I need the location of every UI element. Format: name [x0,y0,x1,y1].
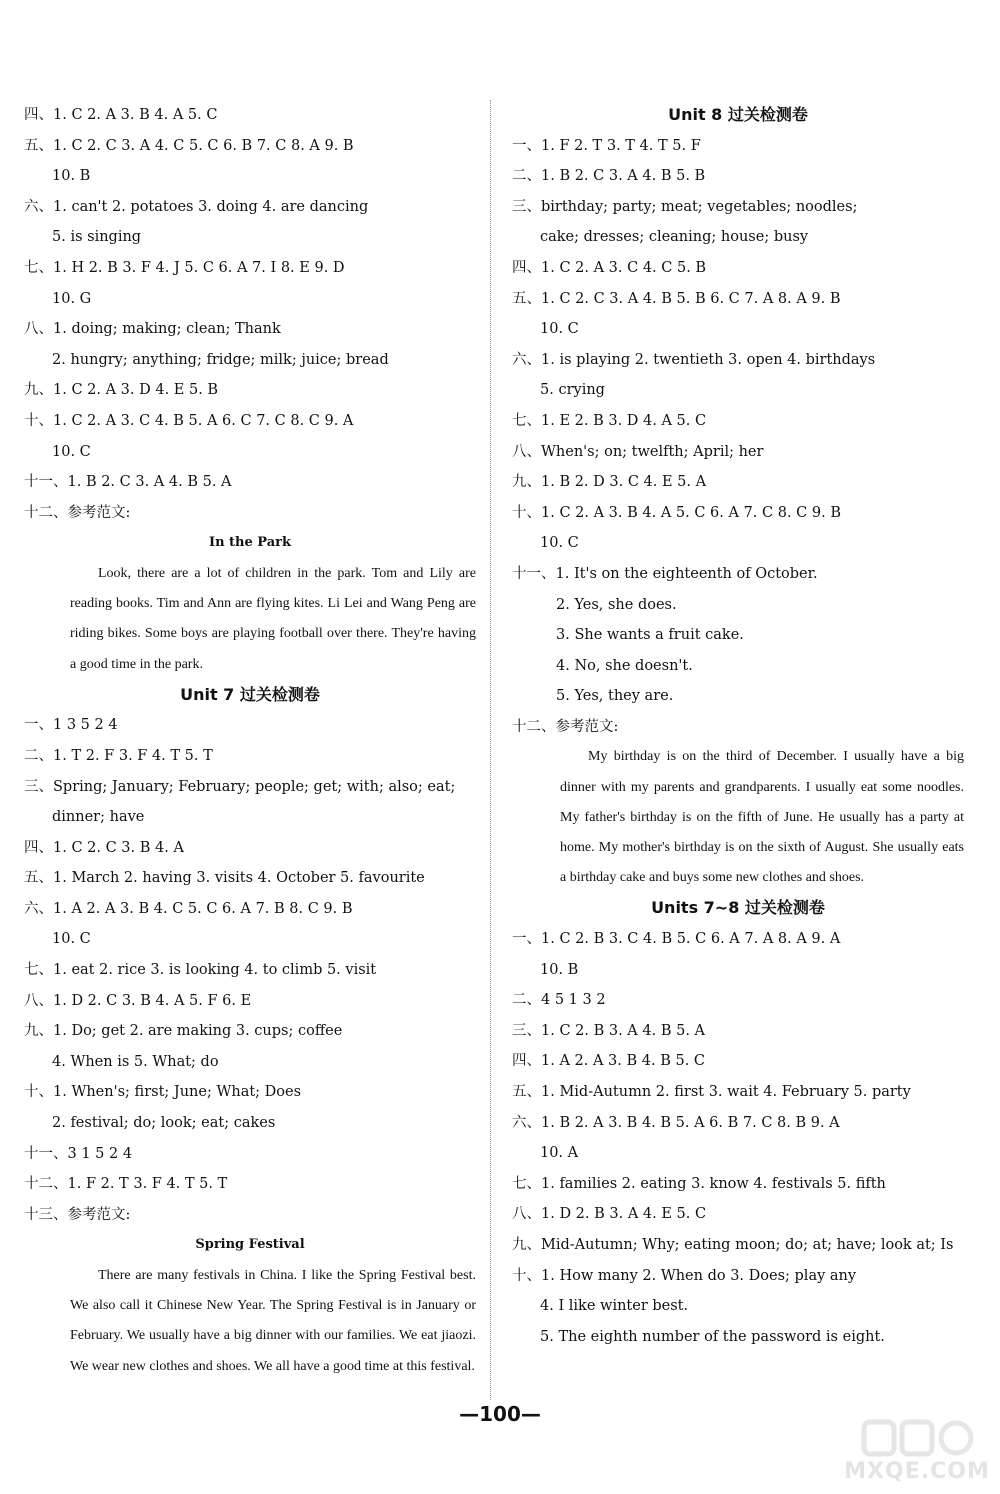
answer-line: 九、1. Do; get 2. are making 3. cups; coffee [24,1023,343,1040]
sample-essay: Look, there are a lot of children in the park. Tom and Lily are reading books. Tim and Ann are flying kites. Li Lei and Wang Peng are riding bikes. Some boys are playing football over there. They're having a good time in the park. [70,565,476,672]
answer-line: 十二、1. F 2. T 3. F 4. T 5. T [24,1176,228,1193]
answer-line: 10. C [540,535,579,552]
answer-line: 三、birthday; party; meat; vegetables; noodles; [512,198,858,215]
answer-line: 5. The eighth number of the password is eight. [540,1328,885,1345]
answer-line: 四、1. C 2. A 3. B 4. A 5. C [24,107,218,123]
answer-line: 3. She wants a fruit cake. [556,627,744,644]
sample-essay: My birthday is on the third of December. I usually have a big dinner with my parents and grandparents. I usually eat some noodles. My father's birthday is on the fifth of June. He usually has a party at home. My mother's birthday is on the sixth of August. She usually eats a birthday cake and buys some new clothes and shoes. [560,749,964,886]
answer-line: 九、1. B 2. D 3. C 4. E 5. A [512,474,707,491]
answer-line: 4. No, she doesn't. [556,657,693,674]
answer-line: cake; dresses; cleaning; house; busy [540,229,809,246]
answer-line: 一、1 3 5 2 4 [24,717,118,734]
answer-line: 10. C [540,321,579,338]
answer-line: 九、1. C 2. A 3. D 4. E 5. B [24,382,219,399]
answer-line: 六、1. can't 2. potatoes 3. doing 4. are dancing [24,198,369,215]
answer-line: 五、1. Mid-Autumn 2. first 3. wait 4. February 5. party [512,1084,911,1101]
answer-line: 四、1. C 2. C 3. B 4. A [24,839,184,856]
answer-line: 十三、参考范文: [24,1206,131,1223]
answer-line: 五、1. C 2. C 3. A 4. B 5. B 6. C 7. A 8. A 9. B [512,290,841,307]
answer-line: 八、When's; on; twelfth; April; her [512,443,764,460]
answer-line: 八、1. doing; making; clean; Thank [24,321,281,338]
answer-line: 十、1. When's; first; June; What; Does [24,1084,302,1101]
answer-line: 五、1. March 2. having 3. visits 4. October 5. favourite [24,870,425,887]
answer-line: 七、1. families 2. eating 3. know 4. festivals 5. fifth [512,1175,886,1192]
answer-line: 4. I like winter best. [540,1298,689,1315]
answer-line: 四、1. C 2. A 3. C 4. C 5. B [512,259,707,276]
answer-line: 一、1. C 2. B 3. C 4. B 5. C 6. A 7. A 8. A 9. A [512,931,841,948]
answer-line: 10. B [52,168,91,185]
watermark-text: MXQE.COM [844,1459,990,1484]
answer-line: 2. festival; do; look; eat; cakes [52,1115,276,1132]
answer-line: 八、1. D 2. C 3. B 4. A 5. F 6. E [24,992,252,1009]
answer-line: 七、1. E 2. B 3. D 4. A 5. C [512,412,707,429]
answer-line: 八、1. D 2. B 3. A 4. E 5. C [512,1206,707,1223]
answer-line: 10. A [540,1145,579,1162]
answer-line: 十二、参考范文: [24,504,131,521]
answer-line: 五、1. C 2. C 3. A 4. C 5. C 6. B 7. C 8. A 9. B [24,137,354,154]
page-number: —100— [459,1402,541,1426]
answer-line: 5. crying [540,382,605,399]
answer-line: 2. hungry; anything; fridge; milk; juice; bread [52,351,389,368]
sample-essay: There are many festivals in China. I like the Spring Festival best. We also call it Chinese New Year. The Spring Festival is in January or February. We usually have a big dinner with our families. We eat jiaozi. We wear new clothes and shoes. We all have a good time at this festival. [70,1268,476,1374]
answer-line: 十二、参考范文: [512,718,619,735]
answer-line: 七、1. H 2. B 3. F 4. J 5. C 6. A 7. I 8. E 9. D [24,259,345,276]
answer-line: 二、1. T 2. F 3. F 4. T 5. T [24,747,213,764]
answer-line: 六、1. B 2. A 3. B 4. B 5. A 6. B 7. C 8. B 9. A [512,1114,840,1131]
answer-line: 六、1. is playing 2. twentieth 3. open 4. birthdays [512,351,876,368]
essay-title: Spring Festival [195,1237,305,1253]
answer-line: 5. Yes, they are. [556,688,674,705]
answer-line: 三、Spring; January; February; people; get; with; also; eat; [24,778,456,795]
answer-line: 二、4 5 1 3 2 [512,992,606,1009]
column-divider [490,100,491,1400]
watermark [842,1418,992,1488]
answer-line: 九、Mid-Autumn; Why; eating moon; do; at; have; look at; Is [512,1237,954,1254]
answer-line: dinner; have [52,809,145,826]
essay-title: In the Park [208,535,292,551]
answer-line: 十一、1. B 2. C 3. A 4. B 5. A [24,474,232,491]
right-column [512,100,964,1352]
answer-line: 七、1. eat 2. rice 3. is looking 4. to climb 5. visit [24,962,377,979]
answer-line: 5. is singing [52,229,142,246]
answer-line: 十一、3 1 5 2 4 [24,1145,133,1162]
answer-line: 10. B [540,961,579,978]
section-heading: Units 7~8 过关检测卷 [651,898,825,918]
answer-line: 2. Yes, she does. [556,596,677,613]
answer-line: 十、1. C 2. A 3. C 4. B 5. A 6. C 7. C 8. C 9. A [24,412,354,429]
answer-line: 10. C [52,443,91,460]
answer-line: 一、1. F 2. T 3. T 4. T 5. F [512,137,701,154]
answer-line: 十、1. How many 2. When do 3. Does; play any [512,1267,857,1284]
answer-line: 四、1. A 2. A 3. B 4. B 5. C [512,1053,706,1070]
section-heading: Unit 7 过关检测卷 [180,684,320,704]
watermark-logo-icon [860,1418,974,1458]
left-column [24,100,476,1382]
answer-line: 4. When is 5. What; do [52,1053,219,1070]
answer-line: 二、1. B 2. C 3. A 4. B 5. B [512,168,706,185]
answer-line: 10. C [52,931,91,948]
answer-line: 六、1. A 2. A 3. B 4. C 5. C 6. A 7. B 8. C 9. B [24,900,353,917]
answer-line: 10. G [52,290,92,307]
section-heading: Unit 8 过关检测卷 [668,105,808,124]
answer-line: 三、1. C 2. B 3. A 4. B 5. A [512,1022,706,1039]
answer-line: 十、1. C 2. A 3. B 4. A 5. C 6. A 7. C 8. C 9. B [512,504,841,521]
answer-line: 十一、1. It's on the eighteenth of October. [512,565,818,582]
